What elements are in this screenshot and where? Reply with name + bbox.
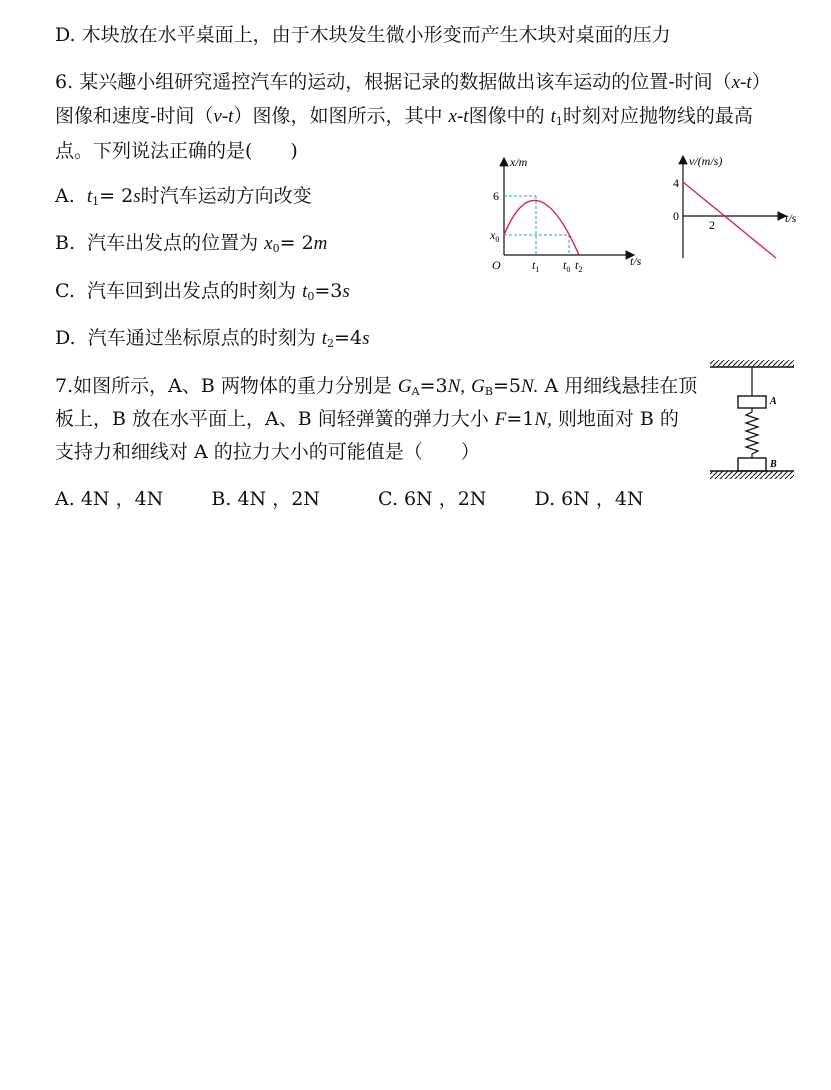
q6-option-d-var: t	[321, 328, 328, 349]
xt-y-axis-label: x/m	[510, 155, 528, 169]
xt-parabola	[504, 200, 579, 255]
q6-stem-2-var2: x-t	[448, 106, 469, 127]
q6-option-c[interactable]	[55, 279, 350, 309]
q6-option-b-label: B.	[55, 232, 76, 254]
q6-option-d-pre: 汽车通过坐标原点的时刻为	[87, 327, 316, 349]
q7-option-a-text: 4N ，4N	[80, 488, 164, 510]
q6-option-a-label: A.	[55, 185, 75, 207]
q6-option-d-label: D.	[55, 327, 76, 349]
q7-stem-3: 支持力和细线对 A 的拉力大小的可能值是（ ）	[55, 441, 480, 463]
spring-figure	[708, 356, 798, 486]
q6-stem-line-2	[55, 104, 753, 134]
vt-tick-2: 2	[709, 218, 715, 232]
q6-option-c-label: C.	[55, 280, 75, 302]
q6-option-c-var: t	[302, 281, 308, 302]
q6-option-a-var: t	[86, 186, 93, 207]
xt-y-tick-x0-var: x	[490, 228, 496, 242]
xt-tick-t0-sub: 0	[566, 265, 571, 274]
q6-option-a[interactable]	[55, 184, 312, 214]
q7-stem-1b: A 用细线悬挂在顶	[544, 375, 698, 397]
q6-stem-2-sub: 1	[555, 115, 563, 128]
xt-y-tick-6: 6	[493, 189, 499, 203]
xt-tick-t0	[563, 258, 570, 274]
q7-stem-2a: 板上，B 放在水平面上，A、B 间轻弹簧的弹力大小	[55, 408, 489, 430]
q6-stem-3: 点。下列说法正确的是( )	[55, 140, 298, 162]
q7-options	[55, 487, 644, 511]
q6-option-b-var: x	[264, 233, 273, 254]
q6-option-b-pre: 汽车出发点的位置为	[87, 232, 259, 254]
q7-ga-sub: A	[411, 385, 420, 398]
vt-line	[683, 182, 776, 258]
block-a	[738, 396, 766, 408]
label-b: B	[770, 459, 777, 470]
q7-option-a-label: A.	[55, 488, 75, 510]
q7-ga-val: =3	[419, 375, 448, 397]
q7-gb: G	[471, 376, 485, 397]
q6-option-d[interactable]	[55, 326, 369, 356]
q6-option-b-sub: 0	[272, 242, 280, 255]
q6-option-d-unit: s	[362, 328, 370, 349]
q6-option-b[interactable]	[55, 231, 327, 261]
q6-option-c-unit: s	[342, 281, 350, 302]
q6-option-b-unit: m	[313, 233, 328, 254]
q6-option-c-rest: =3	[314, 280, 343, 302]
q6-stem-2b: ）图像，如图所示，其中	[233, 105, 443, 127]
prev-option-d-text: D. 木块放在水平桌面上，由于木块发生微小形变而产生木块对桌面的压力	[55, 24, 671, 46]
xt-y-tick-x0-sub: 0	[495, 235, 500, 244]
q7-f-val: =1	[506, 408, 535, 430]
q7-number: 7.	[55, 375, 74, 397]
q7-option-c-text: 6N ，2N	[403, 488, 487, 510]
q6-stem-line-1	[55, 70, 771, 95]
q6-number: 6.	[55, 71, 74, 93]
q6-option-a-unit: s	[133, 186, 141, 207]
q7-gb-sub: B	[484, 385, 493, 398]
floor-hatch	[710, 471, 794, 479]
xt-tick-t1-sub: 1	[535, 265, 540, 274]
q7-option-d-text: 6N ，4N	[561, 488, 644, 510]
q7-gb-val: =5	[492, 375, 521, 397]
q7-stem-line-3	[55, 440, 480, 464]
xt-tick-t2-var: t	[575, 258, 579, 272]
q6-stem-2-var: v-t	[213, 106, 234, 127]
q7-ga: G	[397, 376, 412, 397]
q7-option-b-text: 4N ，2N	[237, 488, 320, 510]
xt-tick-t2	[575, 258, 582, 274]
vt-v-axis-label: v/(m/s)	[689, 154, 723, 168]
q7-option-b-label: B.	[211, 488, 232, 510]
xt-tick-t2-sub: 2	[578, 265, 583, 274]
q6-option-a-sub: 1	[92, 195, 100, 208]
q7-option-b[interactable]	[211, 488, 320, 510]
xt-tick-t1-var: t	[532, 258, 536, 272]
q6-option-b-rest: = 2	[279, 232, 314, 254]
spring	[746, 408, 758, 458]
q6-stem-2a: 图像和速度-时间（	[55, 105, 214, 127]
vt-graph	[668, 152, 808, 264]
q6-stem-2d: 时刻对应抛物线的最高	[562, 105, 753, 127]
xt-graph	[488, 152, 648, 277]
q6-option-a-tail: 时汽车运动方向改变	[140, 185, 312, 207]
xt-y-tick-x0	[489, 228, 499, 244]
q7-f-unit: N,	[534, 409, 552, 430]
vt-t-axis-label: t/s	[785, 211, 797, 225]
xt-origin-label: O	[492, 258, 501, 272]
q6-option-d-rest: =4	[334, 327, 363, 349]
q7-stem-line-1	[55, 374, 697, 404]
xt-x-axis-label: t/s	[630, 254, 642, 268]
vt-tick-4: 4	[673, 176, 679, 190]
q7-ga-unit: N,	[447, 376, 466, 397]
q6-option-c-sub: 0	[307, 290, 315, 303]
q7-gb-unit: N.	[520, 376, 539, 397]
q6-option-a-rest: = 2	[99, 185, 134, 207]
block-b	[738, 458, 766, 471]
vt-tick-0: 0	[673, 209, 679, 223]
q7-stem-2b: 则地面对 B 的	[557, 408, 679, 430]
q6-stem-1-var: x-t	[731, 72, 752, 93]
q6-stem-1-end: ）	[751, 71, 771, 93]
q7-option-d[interactable]	[535, 488, 644, 510]
prev-option-d	[55, 23, 671, 47]
q6-stem-2-t: t	[550, 106, 556, 127]
q6-stem-line-3	[55, 139, 298, 163]
xt-tick-t1	[532, 258, 539, 274]
q7-stem-1a: 如图所示，A、B 两物体的重力分别是	[73, 375, 392, 397]
q7-option-c-label: C.	[378, 488, 398, 510]
xt-tick-t0-var: t	[563, 258, 567, 272]
q6-stem-2c: 图像中的	[468, 105, 545, 127]
label-a: A	[770, 396, 777, 407]
q7-option-d-label: D.	[534, 488, 556, 510]
q7-f: F	[494, 409, 507, 430]
q6-stem-1: 某兴趣小组研究遥控汽车的运动，根据记录的数据做出该车运动的位置-时间（	[79, 71, 732, 93]
q6-option-d-sub: 2	[327, 337, 335, 350]
q7-option-c[interactable]	[378, 488, 486, 510]
ceiling-hatch	[710, 360, 794, 367]
q7-stem-line-2	[55, 407, 679, 432]
q6-option-c-pre: 汽车回到出发点的时刻为	[87, 280, 297, 302]
q7-option-a[interactable]	[55, 488, 163, 510]
